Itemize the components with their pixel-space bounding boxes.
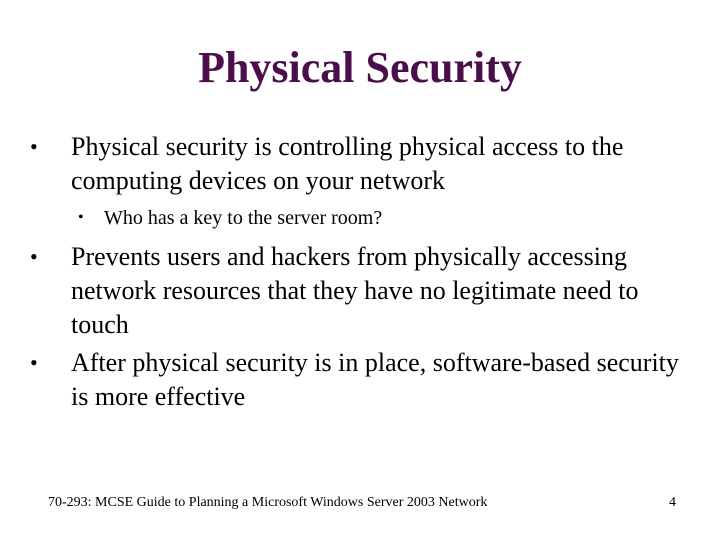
- page-number: 4: [669, 495, 676, 510]
- sub-bullet-marker: •: [78, 209, 84, 226]
- bullet-marker: •: [30, 350, 38, 375]
- bullet-marker: •: [30, 244, 38, 269]
- bullet-text: Prevents users and hackers from physically accessing network resources that they have no legitimate need to touch: [71, 242, 639, 339]
- bullet-text: After physical security is in place, software-based security is more effective: [71, 348, 679, 411]
- bullet-item-1: [30, 130, 690, 198]
- slide-title: Physical Security: [198, 43, 522, 92]
- bullet-item-2: [30, 240, 690, 342]
- bullet-text: Physical security is controlling physical access to the computing devices on your network: [71, 132, 624, 195]
- footer-course-title: 70-293: MCSE Guide to Planning a Microsoft Windows Server 2003 Network: [48, 495, 488, 510]
- sub-bullet-item-1: [78, 205, 678, 231]
- bullet-marker: •: [30, 134, 38, 159]
- sub-bullet-text: Who has a key to the server room?: [104, 207, 383, 229]
- bullet-item-3: [30, 346, 690, 414]
